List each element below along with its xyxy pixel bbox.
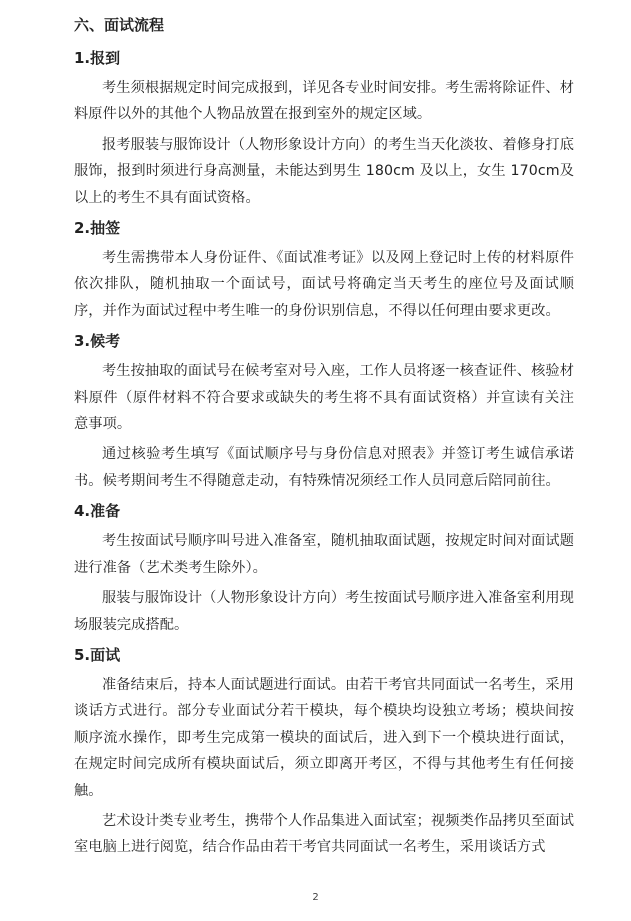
paragraph: 考生需携带本人身份证件、《面试准考证》以及网上登记时上传的材料原件依次排队，随机抽取一个面试号，面试号将确定当天考生的座位号及面试顺序，并作为面试过程中考生唯一的身份识别信息，不得以任何理由要求更改。 — [74, 250, 574, 319]
subsection-heading-preparation: 4.准备 — [74, 502, 121, 521]
subsection-heading-interview: 5.面试 — [74, 645, 121, 664]
page-number: 2 — [312, 892, 319, 903]
paragraph: 艺术设计类专业考生，携带个人作品集进入面试室；视频类作品拷贝至面试室电脑上进行阅览，结合作品由若干考官共同面试一名考生，采用谈话方式 — [74, 812, 574, 856]
paragraph: 考生须根据规定时间完成报到，详见各专业时间安排。考生需将除证件、材料原件以外的其他个人物品放置在报到室外的规定区域。 — [74, 80, 574, 123]
paragraph: 考生按抽取的面试号在候考室对号入座，工作人员将逐一核查证件、核验材料原件（原件材料不符合要求或缺失的考生将不具有面试资格）并宣读有关注意事项。 — [74, 363, 574, 433]
subsection-heading-waiting: 3.候考 — [74, 332, 121, 351]
section-title: 六、面试流程 — [74, 16, 165, 34]
paragraph: 服装与服饰设计（人物形象设计方向）考生按面试号顺序进入准备室利用现场服装完成搭配。 — [74, 590, 574, 633]
paragraph: 通过核验考生填写《面试顺序号与身份信息对照表》并签订考生诚信承诺书。候考期间考生不得随意走动，有特殊情况须经工作人员同意后陪同前往。 — [74, 446, 574, 489]
paragraph: 报考服装与服饰设计（人物形象设计方向）的考生当天化淡妆、着修身打底服饰，报到时须进行身高测量，未能达到男生 180cm 及以上，女生 170cm及以上的考生不具有面试资格。 — [74, 136, 574, 206]
subsection-heading-draw: 2.抽签 — [74, 219, 121, 238]
paragraph: 准备结束后，持本人面试题进行面试。由若干考官共同面试一名考生，采用谈话方式进行。部分专业面试分若干模块，每个模块均设独立考场；模块间按顺序流水操作，即考生完成第一模块的面试后，进入到下一个模块进行面试，在规定时间完成所有模块面试后，须立即离开考区，不得与其他考生有任何接触。 — [74, 676, 574, 799]
document-body — [74, 12, 574, 865]
paragraph: 考生按面试号顺序叫号进入准备室，随机抽取面试题，按规定时间对面试题进行准备（艺术类考生除外）。 — [74, 533, 574, 576]
subsection-heading-checkin: 1.报到 — [74, 49, 121, 67]
